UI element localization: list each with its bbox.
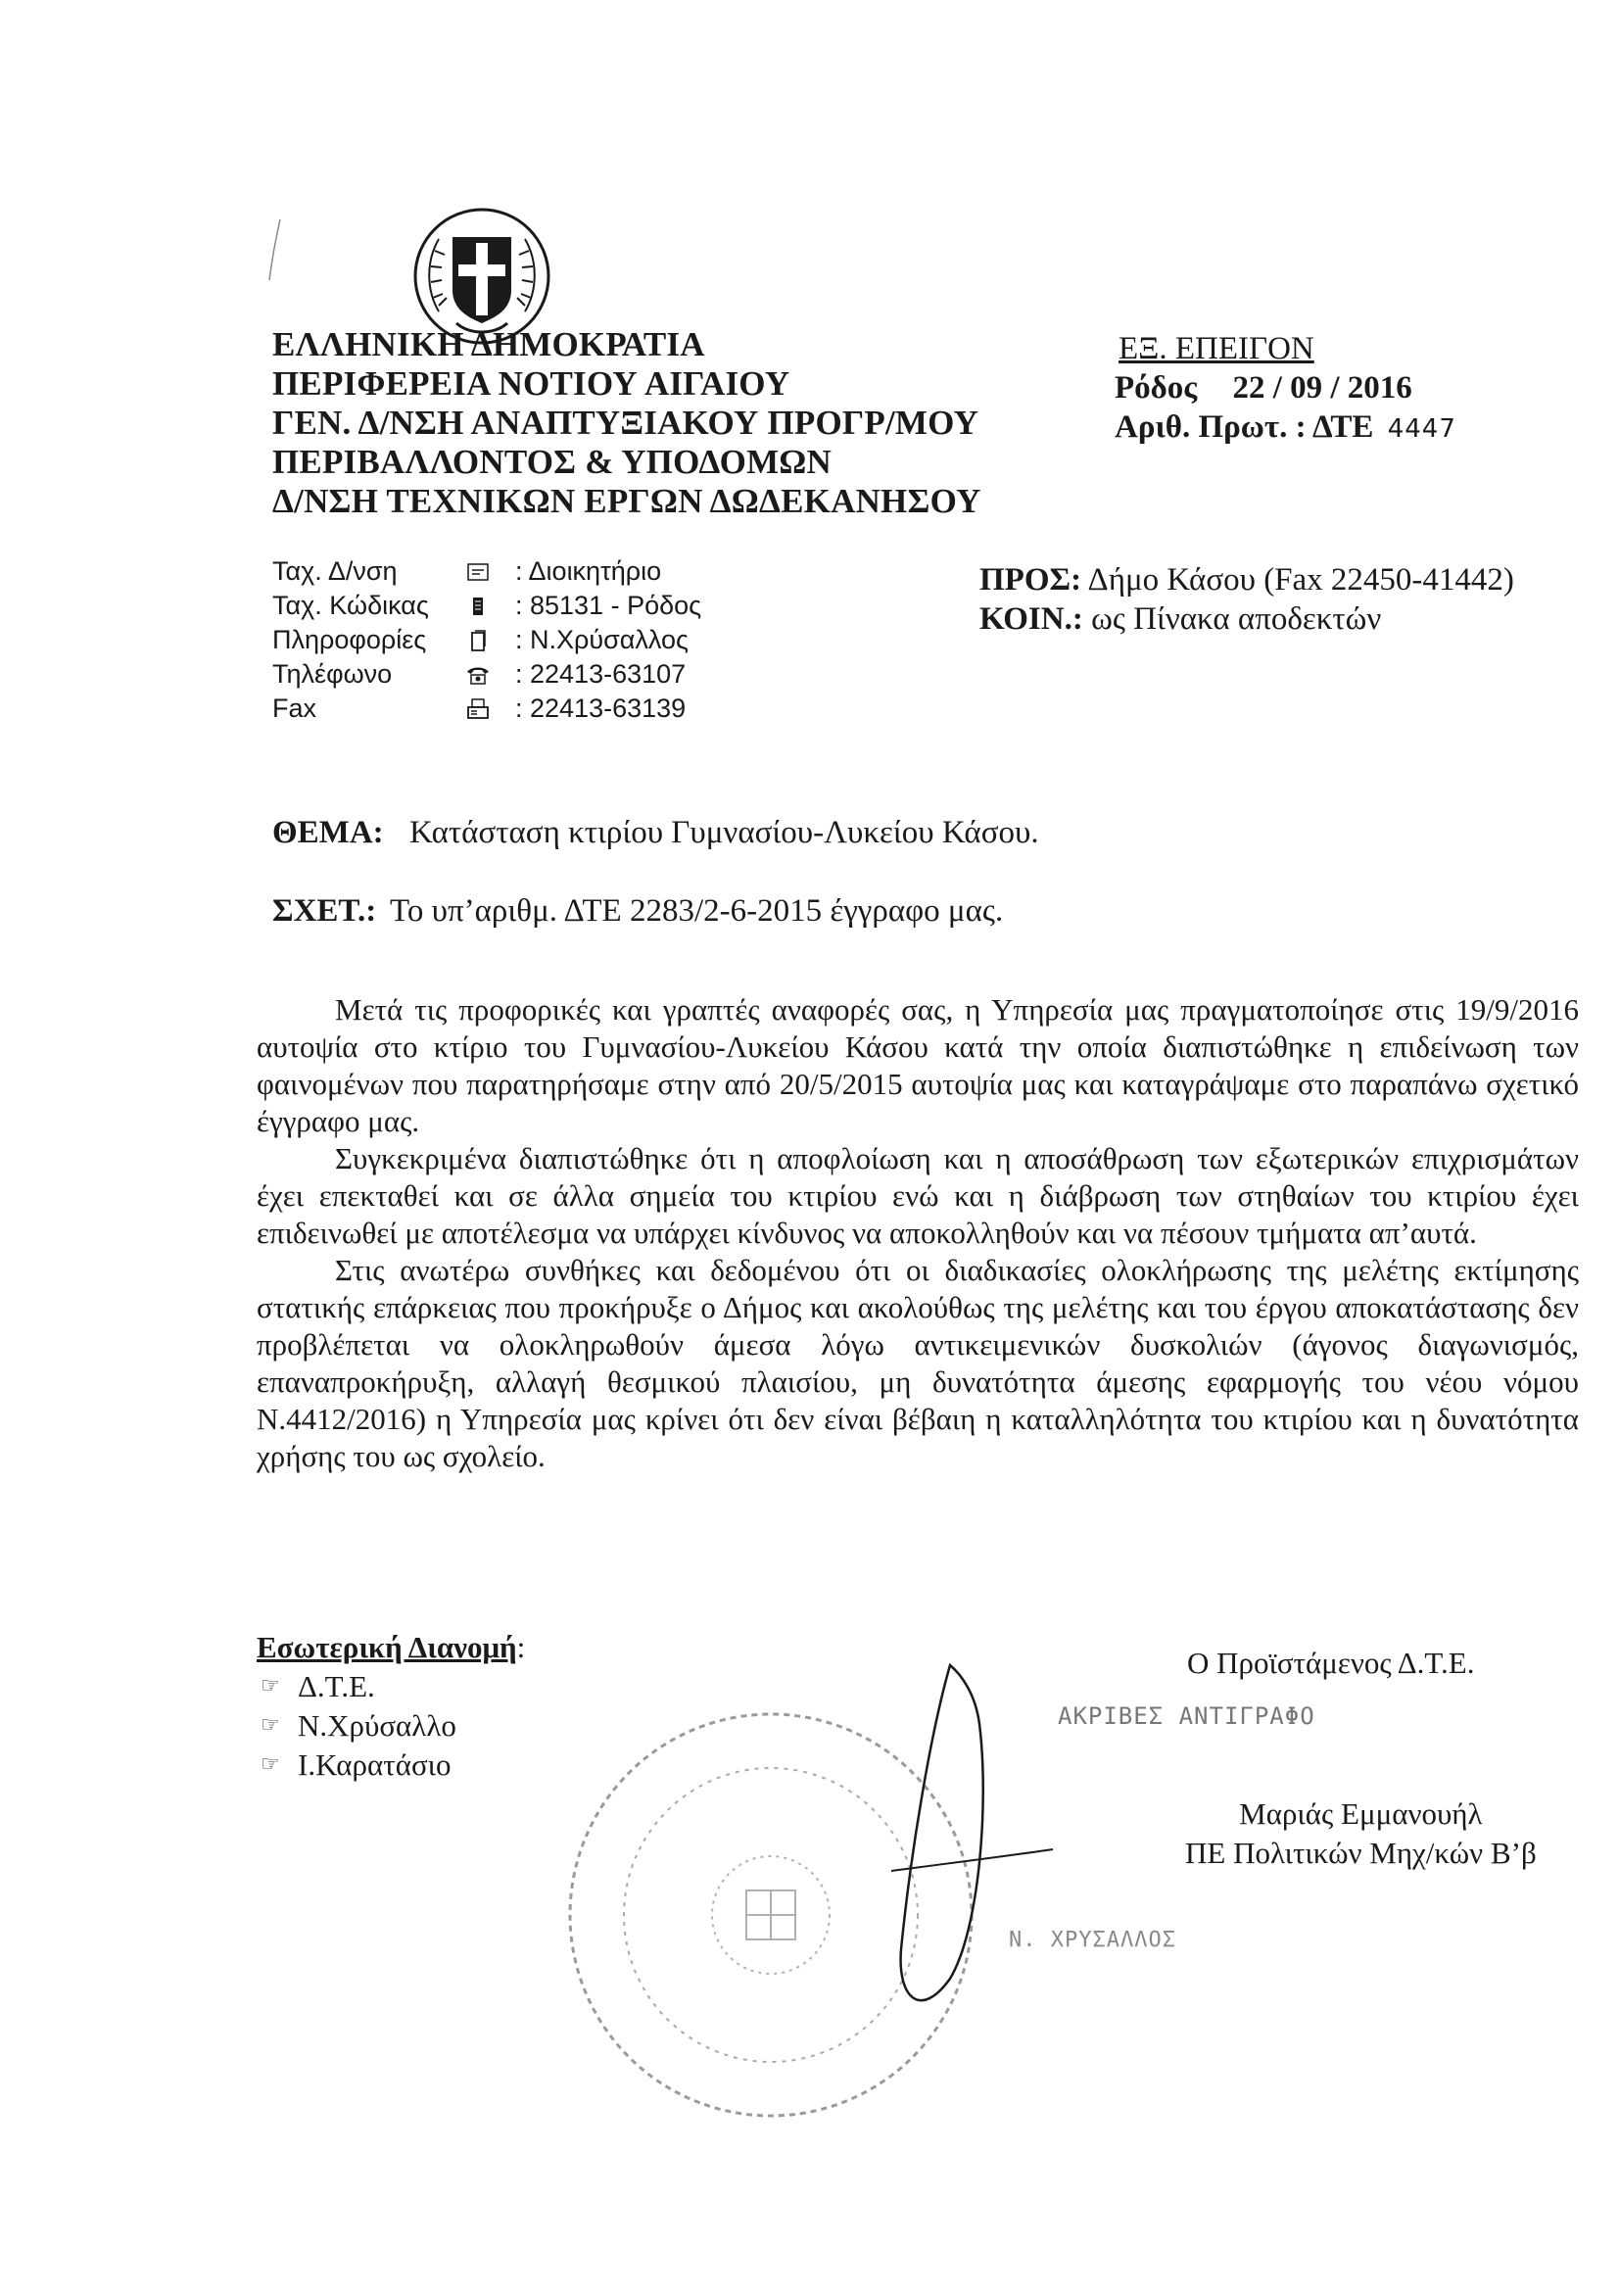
contact-value: : 22413-63139 xyxy=(515,694,687,723)
pointing-hand-icon: ☞ xyxy=(261,1713,280,1738)
internal-distribution xyxy=(257,1628,525,1785)
distribution-colon: : xyxy=(516,1630,526,1664)
place-date xyxy=(1115,368,1456,407)
protocol-line xyxy=(1115,407,1456,449)
distribution-title: Εσωτερική Διανομή xyxy=(257,1630,517,1664)
to-label: ΠΡΟΣ: xyxy=(979,562,1082,598)
signatory-role: ΠΕ Πολιτικών Μηχ/κών Β’β xyxy=(1185,1836,1537,1870)
subject-line xyxy=(272,815,1039,851)
cc-line xyxy=(979,599,1514,639)
reference-text: Το υπ’αριθμ. ΔΤΕ 2283/2-6-2015 έγγραφο μας. xyxy=(390,893,1004,929)
contact-row xyxy=(272,692,701,726)
envelope-icon xyxy=(458,559,498,585)
body-paragraph-part: Στις ανωτέρω συνθήκες και δεδομένου ότι οι διαδικασίες ολοκλήρωσης της μελέτης εκτίμησης στατικής επάρκειας που προκήρυξε ο Δήμος και ακολούθως της μελέτης και του έργου αποκατάστασης δεν προβλέπεται να ολοκληρωθούν άμεσα λόγω αντικειμενικών δυσκολιών xyxy=(257,1253,1579,1362)
letter-body xyxy=(257,991,1579,1475)
document-meta xyxy=(1115,329,1456,449)
distribution-item-label: Ι.Καρατάσιο xyxy=(298,1747,452,1782)
protocol-label: Αριθ. Πρωτ. : ΔΤΕ xyxy=(1115,409,1374,445)
cc-label: ΚΟΙΝ.: xyxy=(979,601,1083,637)
place-label: Ρόδος xyxy=(1115,370,1198,406)
subject-text: Κατάσταση κτιρίου Γυμνασίου-Λυκείου Κάσου. xyxy=(409,815,1039,850)
pointing-hand-icon: ☞ xyxy=(261,1752,280,1777)
pointing-hand-icon: ☞ xyxy=(261,1674,280,1698)
contact-row xyxy=(272,554,701,589)
copy-stamp: ΑΚΡΙΒΕΣ ΑΝΤΙΓΡΑΦΟ xyxy=(1058,1702,1315,1730)
contact-label: Πληροφορίες xyxy=(272,625,427,654)
signatory-title: Ο Προϊστάμενος Δ.Τ.Ε. xyxy=(1187,1646,1475,1680)
header-line: ΓΕΝ. Δ/ΝΣΗ ΑΝΑΠΤΥΞΙΑΚΟΥ ΠΡΟΓΡ/ΜΟΥ xyxy=(272,404,979,442)
contact-row xyxy=(272,589,701,623)
to-line xyxy=(979,560,1514,599)
fax-icon xyxy=(458,696,498,722)
contact-value: : Διοικητήριο xyxy=(515,556,662,586)
distribution-item xyxy=(261,1667,525,1706)
contact-value: : 85131 - Ρόδος xyxy=(515,591,702,620)
body-paragraph: Συγκεκριμένα διαπιστώθηκε ότι η αποφλοίωση και η αποσάθρωση των εξωτερικών επιχρισμάτων έχει επεκταθεί και σε άλλα σημεία του κτιρίου ενώ και η διάβρωση των στηθαίων του κτιρίου έχει επιδεινωθεί με αποτέλεσμα να υπάρχει κίνδυνος να αποκολληθούν και να πέσουν τμήματα απ’αυτά. xyxy=(257,1141,1579,1250)
header-line: ΠΕΡΙΒΑΛΛΟΝΤΟΣ & ΥΠΟΔΟΜΩΝ xyxy=(272,443,833,481)
contact-value: : 22413-63107 xyxy=(515,659,687,689)
subject-label: ΘΕΜΑ: xyxy=(272,815,384,850)
contact-label: Ταχ. Δ/νση xyxy=(272,556,398,586)
phone-icon xyxy=(458,662,498,688)
contact-row xyxy=(272,623,701,657)
mailbox-icon xyxy=(458,594,498,619)
header-line: Δ/ΝΣΗ ΤΕΧΝΙΚΩΝ ΕΡΓΩΝ ΔΩΔΕΚΑΝΗΣΟΥ xyxy=(272,482,981,520)
reference-line xyxy=(272,893,1003,930)
header-line: ΕΛΛΗΝΙΚΗ ΔΗΜΟΚΡΑΤΙΑ xyxy=(272,325,705,363)
recipients-block xyxy=(979,560,1514,639)
handwritten-signature xyxy=(833,1655,1058,2037)
authority-header xyxy=(272,325,981,521)
body-paragraph-part: (άγονος διαγωνισμός, επαναπροκήρυξη, αλλαγή θεσμικού πλαισίου, μη δυνατότητα άμεσης εφαρμογής του νέου νόμου Ν.4412/2016) η Υπηρεσία μας κρίνει ότι δεν είναι βέβαιη η καταλληλότητα του κτιρίου και η δυνατότητα χρήσης του ως σχολείο. xyxy=(257,1327,1580,1473)
contact-label: Τηλέφωνο xyxy=(272,659,393,689)
distribution-item-label: Δ.Τ.Ε. xyxy=(298,1669,375,1703)
copy-stamp-name: Ν. ΧΡΥΣΑΛΛΟΣ xyxy=(1009,1928,1176,1952)
signatory-name: Μαριάς Εμμανουήλ xyxy=(1239,1796,1483,1831)
cc-value: ως Πίνακα αποδεκτών xyxy=(1091,601,1382,637)
to-value: Δήμο Κάσου (Fax 22450-41442) xyxy=(1087,562,1514,598)
urgency-label: ΕΞ. ΕΠΕΙΓΟΝ xyxy=(1119,331,1314,366)
distribution-item xyxy=(261,1746,525,1785)
protocol-number: 4447 xyxy=(1387,414,1456,444)
contact-label: Ταχ. Κώδικας xyxy=(272,591,429,620)
signatory-block xyxy=(1185,1794,1537,1873)
contact-value: : Ν.Χρύσαλλος xyxy=(515,625,690,654)
distribution-item-label: Ν.Χρύσαλλο xyxy=(298,1708,456,1743)
pen-mark xyxy=(266,217,286,282)
info-icon xyxy=(458,628,498,653)
reference-label: ΣΧΕΤ.: xyxy=(272,893,377,929)
body-paragraph: Μετά τις προφορικές και γραπτές αναφορές σας, η Υπηρεσία μας πραγματοποίησε στις 19/9/2016 αυτοψία στο κτίριο του Γυμνασίου-Λυκείου Κάσου κατά την οποία διαπιστώθηκε η επιδείνωση των φαινομένων που παρατηρήσαμε στην από 20/5/2015 αυτοψία μας και καταγράψαμε στο παραπάνω σχετικό έγγραφο μας. xyxy=(257,992,1579,1138)
contact-block xyxy=(272,554,701,726)
body-paragraph xyxy=(257,1252,1579,1475)
distribution-item xyxy=(261,1706,525,1746)
header-line: ΠΕΡΙΦΕΡΕΙΑ ΝΟΤΙΟΥ ΑΙΓΑΙΟΥ xyxy=(272,364,790,403)
date-value: 22 / 09 / 2016 xyxy=(1232,370,1412,406)
contact-row xyxy=(272,657,701,692)
contact-label: Fax xyxy=(272,694,317,723)
